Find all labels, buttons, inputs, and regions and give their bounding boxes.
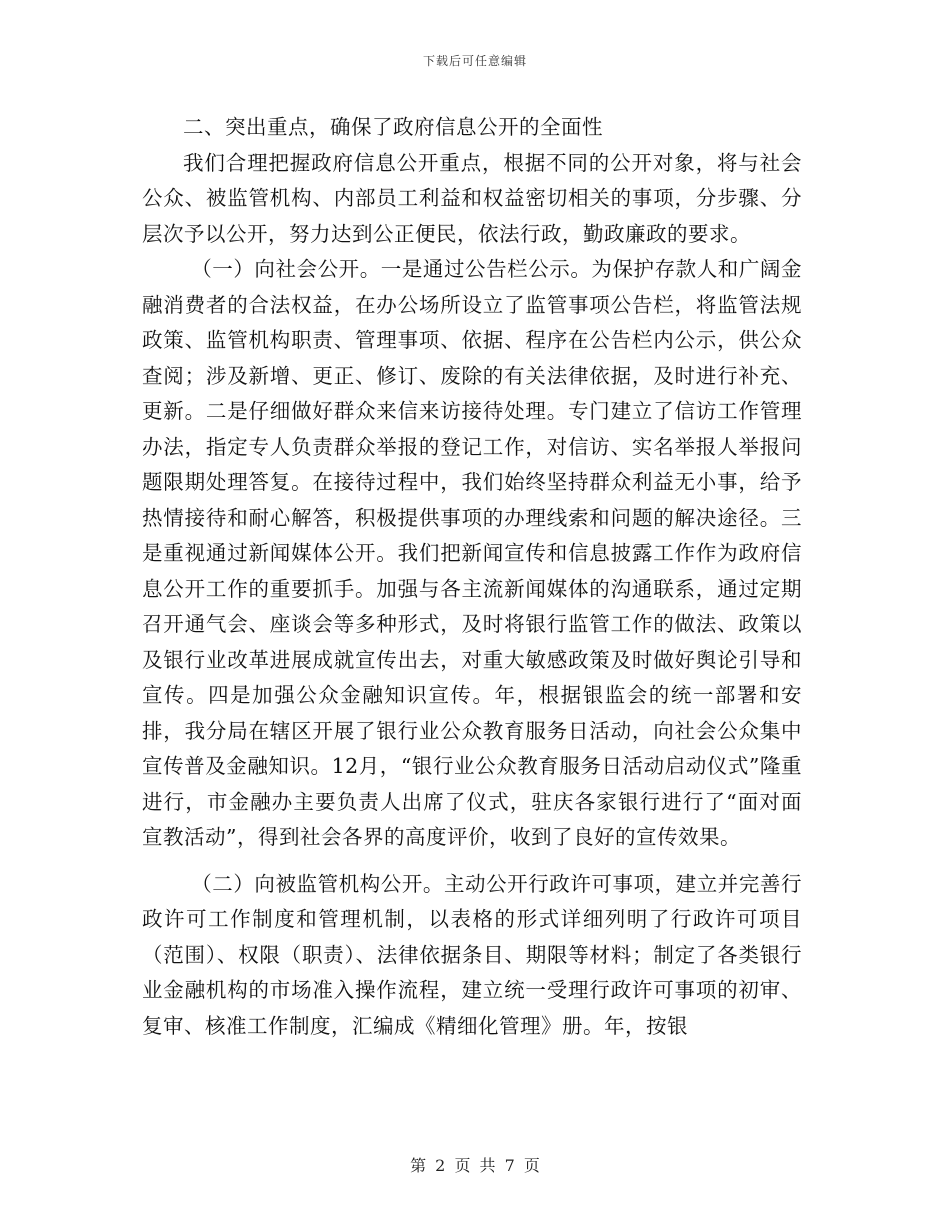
section-heading: 二、突出重点，确保了政府信息公开的全面性 xyxy=(183,115,603,139)
section-public-paragraph: （一）向社会公开。一是通过公告栏公示。为保护存款人和广阔金融消费者的合法权益，在办公场所设立了监管事项公告栏，将监管法规政策、监管机构职责、管理事项、依据、程序在公告栏内公示，供公众查阅；涉及新增、更正、修订、废除的有关法律依据，及时进行补充、更新。二是仔细做好群众来信来访接待处理。专门建立了信访工作管理办法，指定专人负责群众举报的登记工作，对信访、实名举报人举报问题限期处理答复。在接待过程中，我们始终坚持群众利益无小事，给予热情接待和耐心解答，积极提供事项的办理线索和问题的解决途径。三是重视通过新闻媒体公开。我们把新闻宣传和信息披露工作作为政府信息公开工作的重要抓手。加强与各主流新闻媒体的沟通联系，通过定期召开通气会、座谈会等多种形式，及时将银行监管工作的做法、政策以及银行业改革进展成就宣传出去，对重大敏感政策及时做好舆论引导和宣传。四是加强公众金融知识宣传。年，根据银监会的统一部署和安排，我分局在辖区开展了银行业公众教育服务日活动，向社会公众集中宣传普及金融知识。12月，“银行业公众教育服务日活动启动仪式”隆重进行，市金融办主要负责人出席了仪式，驻庆各家银行进行了“面对面宣教活动”，得到社会各界的高度评价，收到了良好的宣传效果。 xyxy=(142,257,802,849)
page-header-note: 下载后可任意编辑 xyxy=(422,54,527,68)
intro-paragraph: 我们合理把握政府信息公开重点，根据不同的公开对象，将与社会公众、被监管机构、内部员工利益和权益密切相关的事项，分步骤、分层次予以公开，努力达到公正便民，依法行政，勤政廉政的要求。 xyxy=(142,150,802,246)
page-number-footer: 第 2 页 共 7 页 xyxy=(410,1156,540,1175)
document-body xyxy=(142,110,802,1044)
section-supervised-paragraph: （二）向被监管机构公开。主动公开行政许可事项，建立并完善行政许可工作制度和管理机制，以表格的形式详细列明了行政许可项目（范围）、权限（职责）、法律依据条目、期限等材料；制定了各类银行业金融机构的市场准入操作流程，建立统一受理行政许可事项的初审、复审、核准工作制度，汇编成《精细化管理》册。年，按银 xyxy=(142,871,802,1038)
